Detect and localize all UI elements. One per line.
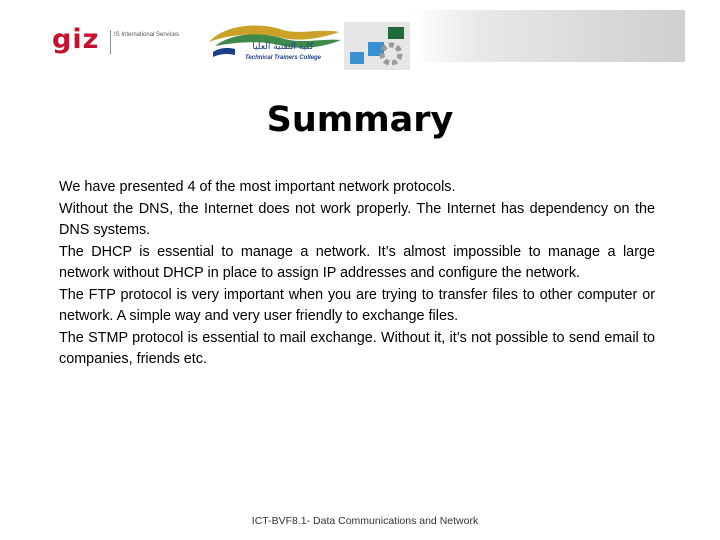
- college-logo-english: Technical Trainers College: [244, 55, 322, 61]
- slide-body: [59, 177, 655, 371]
- logo-divider: [110, 30, 111, 54]
- ict-gear-icon: [344, 22, 410, 70]
- body-paragraph: The STMP protocol is essential to mail exchange. Without it, it’s not possible to send email to companies, friends etc.: [59, 329, 655, 367]
- slide-footer: ICT-BVF8.1- Data Communications and Network: [251, 515, 479, 527]
- ict-logo: [344, 22, 410, 70]
- body-paragraph: Without the DNS, the Internet does not work properly. The Internet has dependency on the DNS systems.: [59, 200, 655, 238]
- body-paragraph: We have presented 4 of the most important network protocols.: [59, 179, 456, 195]
- body-paragraph: The FTP protocol is very important when you are trying to transfer files to other computer or network. A simple way and very user friendly to exchange files.: [59, 286, 655, 324]
- body-paragraph: The DHCP is essential to manage a network. It’s almost impossible to manage a large network without DHCP in place to assign IP addresses and configure the network.: [59, 243, 655, 281]
- giz-logo: [52, 22, 202, 62]
- slide-title: Summary: [266, 100, 454, 140]
- giz-logo-text: giz: [52, 24, 100, 55]
- giz-logo-subtitle: IS International Services: [114, 32, 180, 38]
- college-logo-arabic: كلية التقنية العليا: [252, 42, 314, 52]
- header-banner: [0, 10, 685, 62]
- college-logo: [205, 22, 345, 68]
